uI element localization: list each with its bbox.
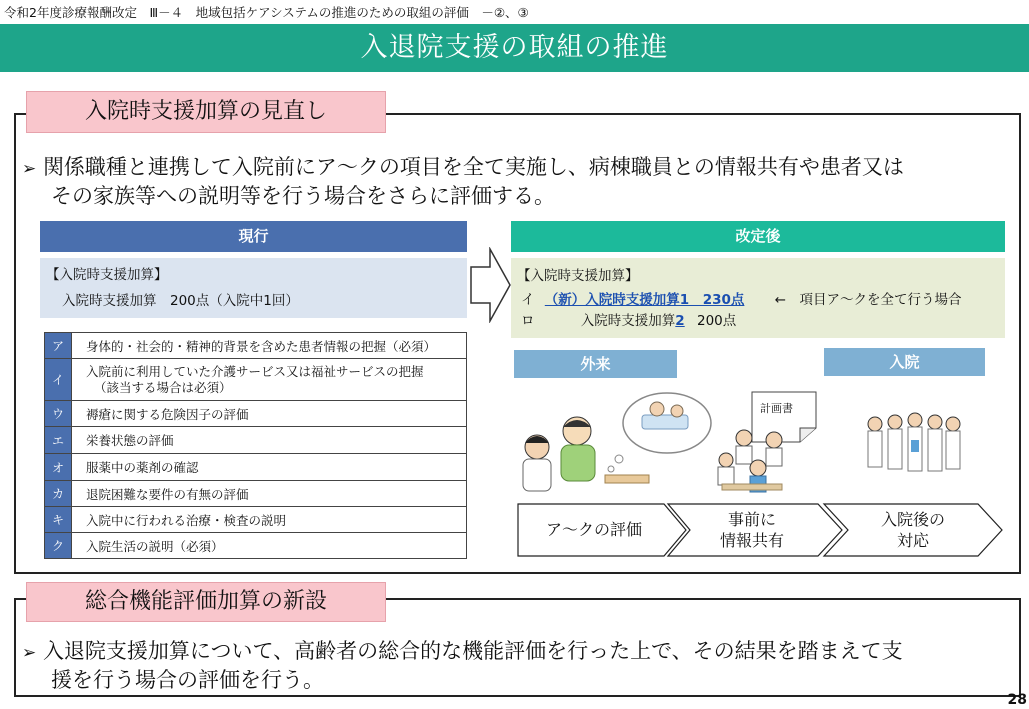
step-2-label	[690, 509, 814, 551]
current-line: 入院時支援加算 200点（入院中1回）	[62, 293, 299, 309]
step-3-line1: 入院後の	[880, 510, 945, 529]
current-heading: 【入院時支援加算】	[46, 267, 168, 283]
revised-box	[511, 258, 1005, 338]
revised-row1-new-item[interactable]: （新）入院時支援加算1 230点	[544, 292, 745, 308]
section2-bullet-text-2: 援を行う場合の評価を行う。	[51, 668, 324, 692]
inpatient-tag: 入院	[824, 348, 985, 376]
page-number: 28	[1007, 692, 1027, 708]
item-key: イ	[45, 359, 72, 401]
item-text: 身体的・社会的・精神的背景を含めた患者情報の把握（必須）	[72, 333, 467, 359]
title-bar	[0, 24, 1029, 72]
revised-heading: 【入院時支援加算】	[517, 268, 639, 284]
item-text	[72, 359, 467, 401]
consultation-illustration-icon	[517, 385, 717, 495]
section1-bullet-text-2: その家族等への説明等を行う場合をさらに評価する。	[51, 184, 555, 208]
item-text-line2: （該当する場合は必須）	[94, 379, 232, 395]
step-3-line2: 対応	[896, 531, 929, 550]
item-text: 退院困難な要件の有無の評価	[72, 481, 467, 507]
revised-row-2	[521, 309, 736, 329]
item-text: 栄養状態の評価	[72, 427, 467, 454]
step-2-line2: 情報共有	[719, 531, 784, 550]
table-row	[45, 454, 467, 481]
revised-row2-prefix: ロ	[521, 313, 535, 329]
section2-bullet-line-1	[22, 637, 903, 668]
table-row	[45, 481, 467, 507]
revised-row2-points: 200点	[697, 313, 737, 329]
current-header: 現行	[40, 221, 467, 252]
item-key: ク	[45, 533, 72, 559]
page-title: 入退院支援の取組の推進	[360, 32, 669, 63]
item-key: ア	[45, 333, 72, 359]
section2-label: 総合機能評価加算の新設	[26, 582, 386, 622]
section1-bullet-text-1: 関係職種と連携して入院前にア～クの項目を全て実施し、病棟職員との情報共有や患者又は	[42, 155, 904, 179]
item-text: 入院中に行われる治療・検査の説明	[72, 507, 467, 533]
section1-label: 入院時支援加算の見直し	[26, 91, 386, 133]
table-row	[45, 359, 467, 401]
item-text-line1: 入院前に利用していた介護サービス又は福祉サービスの把握	[86, 363, 424, 379]
revised-row2-label: 入院時支援加算	[580, 313, 676, 329]
table-row	[45, 333, 467, 359]
table-row	[45, 401, 467, 427]
item-text: 入院生活の説明（必須）	[72, 533, 467, 559]
table-row	[45, 507, 467, 533]
item-text: 服薬中の薬剤の確認	[72, 454, 467, 481]
current-box	[40, 258, 467, 318]
revised-row1-note: ← 項目ア～クを全て行う場合	[774, 292, 962, 308]
table-row	[45, 427, 467, 454]
revised-row-1	[521, 288, 961, 308]
ward-staff-illustration-icon	[863, 410, 963, 492]
step-1-label: ア～クの評価	[545, 520, 642, 539]
revised-row1-prefix: イ	[521, 292, 535, 308]
step-2-line1: 事前に	[727, 510, 776, 529]
revised-row2-number[interactable]: 2	[675, 313, 685, 329]
bullet-arrow-icon: ➢	[22, 643, 37, 663]
item-key: ウ	[45, 401, 72, 427]
plan-doc-label: 計画書	[760, 402, 793, 415]
bullet-arrow-icon: ➢	[22, 159, 37, 179]
item-key: キ	[45, 507, 72, 533]
revised-header: 改定後	[511, 221, 1005, 252]
section2-bullet-text-1: 入退院支援加算について、高齢者の総合的な機能評価を行った上で、その結果を踏まえて支	[42, 639, 903, 663]
transition-arrow-icon	[470, 247, 512, 323]
step-3-label	[848, 509, 978, 551]
section1-bullet-line-1	[22, 153, 904, 184]
item-key: カ	[45, 481, 72, 507]
header-note: 令和2年度診療報酬改定 Ⅲ－４ 地域包括ケアシステムの推進のための取組の評価 －②、③	[4, 5, 529, 20]
item-text: 褥瘡に関する危険因子の評価	[72, 401, 467, 427]
item-key: オ	[45, 454, 72, 481]
table-row	[45, 533, 467, 559]
items-table	[44, 332, 467, 559]
outpatient-tag: 外来	[514, 350, 677, 378]
item-key: エ	[45, 427, 72, 454]
